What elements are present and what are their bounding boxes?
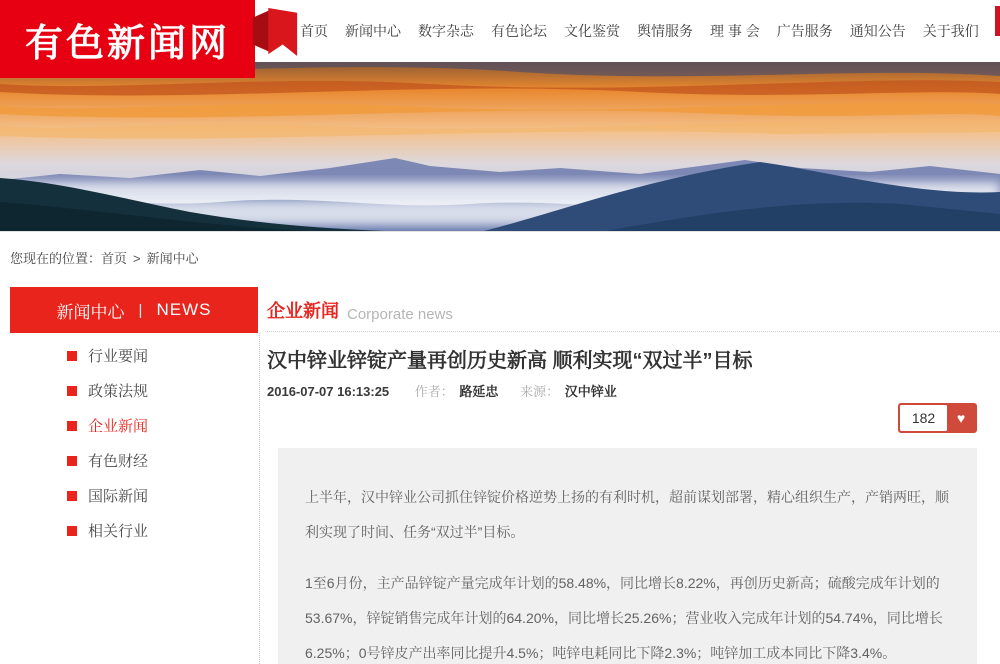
- nav-item-about[interactable]: 关于我们: [922, 23, 979, 39]
- corner-ribbon-decoration: [995, 6, 1000, 36]
- article-paragraph: 上半年，汉中锌业公司抓住锌锭价格逆势上扬的有利时机，超前谋划部署，精心组织生产，产销两旺，顺利实现了时间、任务“双过半”目标。: [305, 489, 949, 540]
- article-date: 2016-07-07 16:13:25: [267, 384, 390, 399]
- sidebar-item-policy[interactable]: [10, 373, 258, 408]
- source-label: 来源：: [520, 384, 560, 399]
- section-header: [267, 287, 1000, 332]
- like-button[interactable]: [898, 403, 977, 433]
- nav-item-home[interactable]: 首页: [300, 23, 328, 39]
- breadcrumb-current-link[interactable]: 新闻中心: [146, 251, 199, 266]
- sidebar-item-label: 行业要闻: [88, 348, 149, 365]
- square-bullet-icon: [67, 421, 77, 431]
- nav-item-ads[interactable]: 广告服务: [776, 23, 833, 39]
- nav-item-forum[interactable]: 有色论坛: [491, 23, 547, 39]
- source-value: 汉中锌业: [564, 384, 617, 399]
- sidebar-item-finance[interactable]: [10, 443, 258, 478]
- breadcrumb: [10, 248, 199, 267]
- nav-item-magazine[interactable]: 数字杂志: [418, 23, 474, 39]
- square-bullet-icon: [67, 526, 77, 536]
- ribbon-flag-icon: [252, 8, 300, 56]
- square-bullet-icon: [67, 351, 77, 361]
- heart-icon: ♥: [956, 410, 966, 426]
- site-logo[interactable]: [0, 0, 255, 78]
- nav-item-sentiment[interactable]: 舆情服务: [637, 23, 693, 39]
- sidebar-title-cn: 新闻中心: [56, 302, 125, 322]
- author-label: 作者：: [414, 384, 454, 399]
- sidebar-title-divider: |: [138, 301, 143, 319]
- article-meta: [267, 381, 635, 400]
- nav-item-culture[interactable]: 文化鉴赏: [564, 23, 620, 39]
- breadcrumb-home-link[interactable]: 首页: [101, 251, 128, 266]
- mountain-sunset-illustration: [0, 62, 1000, 232]
- sidebar-item-label: 企业新闻: [88, 418, 149, 435]
- sidebar-title-en: NEWS: [156, 300, 212, 319]
- sidebar-item-international[interactable]: [10, 478, 258, 513]
- banner-image: [0, 62, 1000, 232]
- like-count: 182: [900, 405, 947, 431]
- sidebar-content-divider: [259, 333, 260, 664]
- sidebar-menu: [10, 338, 258, 548]
- sidebar-item-related-industry[interactable]: [10, 513, 258, 548]
- sidebar-item-label: 有色财经: [88, 453, 149, 470]
- breadcrumb-separator: >: [133, 251, 141, 266]
- square-bullet-icon: [67, 491, 77, 501]
- article-paragraph: 1至6月份，主产品锌锭产量完成年计划的58.48%，同比增长8.22%，再创历史新高；硫酸完成年计划的53.67%，锌锭销售完成年计划的64.20%，同比增长25.26%；营业收入完成年计划的54.74%，同比增长6.25%；0号锌皮产出率同比提升4.5%；吨锌电耗同比下降2.3%；吨锌加工成本同比下降3.4%。: [305, 575, 943, 661]
- sidebar-item-label: 政策法规: [88, 383, 149, 400]
- nav-item-council[interactable]: 理 事 会: [710, 23, 760, 39]
- sidebar-item-label: 相关行业: [88, 523, 149, 540]
- sidebar-header: [10, 287, 258, 333]
- square-bullet-icon: [67, 386, 77, 396]
- main-nav: [300, 0, 979, 62]
- breadcrumb-prefix: 您现在的位置：: [10, 251, 102, 266]
- article-title: 汉中锌业锌锭产量再创历史新高 顺利实现“双过半”目标: [267, 350, 753, 372]
- section-title-en: Corporate news: [347, 306, 453, 323]
- sidebar-item-label: 国际新闻: [88, 488, 149, 505]
- square-bullet-icon: [67, 456, 77, 466]
- site-logo-text: 有色新闻网: [24, 22, 230, 65]
- author-value: 路延忠: [459, 384, 499, 399]
- nav-item-notices[interactable]: 通知公告: [849, 23, 906, 39]
- article-body: [278, 448, 977, 664]
- sidebar-item-corporate-news[interactable]: [10, 408, 258, 443]
- section-title-cn: 企业新闻: [267, 301, 339, 321]
- sidebar-item-industry-news[interactable]: [10, 338, 258, 373]
- nav-item-news[interactable]: 新闻中心: [345, 23, 401, 39]
